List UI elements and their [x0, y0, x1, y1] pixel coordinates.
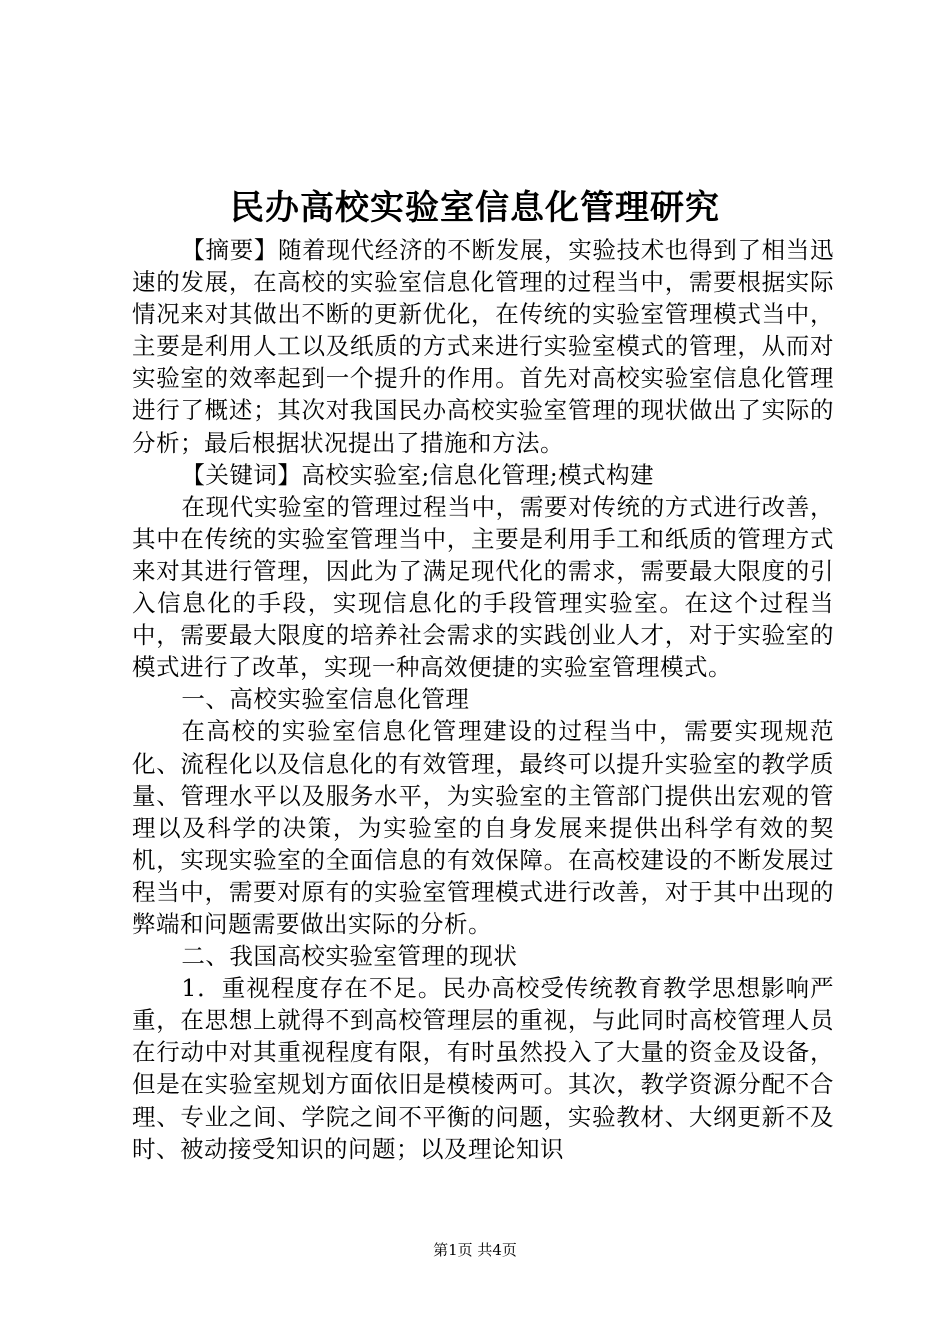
intro-paragraph: 在现代实验室的管理过程当中，需要对传统的方式进行改善，其中在传统的实验室管理当中，主要是利用手工和纸质的管理方式来对其进行管理，因此为了满足现代化的需求，需要最大限度的引入信息化的手段，实现信息化的手段管理实验室。在这个过程当中，需要最大限度的培养社会需求的实践创业人才，对于实验室的模式进行了改革，实现一种高效便捷的实验室管理模式。 [132, 492, 834, 682]
section-2-paragraph: 1．重视程度存在不足。民办高校受传统教育教学思想影响严重，在思想上就得不到高校管理层的重视，与此同时高校管理人员在行动中对其重视程度有限，有时虽然投入了大量的资金及设备，但是在实验室规划方面依旧是模棱两可。其次，教学资源分配不合理、专业之间、学院之间不平衡的问题，实验教材、大纲更新不及时、被动接受知识的问题；以及理论知识 [132, 974, 834, 1163]
document-title: 民办高校实验室信息化管理研究 [230, 188, 720, 228]
keywords-paragraph: 【关键词】高校实验室;信息化管理;模式构建 [181, 460, 655, 489]
section-heading-2: 二、我国高校实验室管理的现状 [181, 942, 518, 971]
document-body [132, 234, 834, 1165]
page-number-footer: 第1页 共4页 [433, 1241, 517, 1259]
section-heading-1: 一、高校实验室信息化管理 [181, 685, 470, 714]
section-1-paragraph: 在高校的实验室信息化管理建设的过程当中，需要实现规范化、流程化以及信息化的有效管理，最终可以提升实验室的教学质量、管理水平以及服务水平，为实验室的主管部门提供出宏观的管理以及科学的决策，为实验室的自身发展来提供出科学有效的契机，实现实验室的全面信息的有效保障。在高校建设的不断发展过程当中，需要对原有的实验室管理模式进行改善，对于其中出现的弊端和问题需要做出实际的分析。 [132, 717, 834, 938]
abstract-paragraph: 【摘要】随着现代经济的不断发展，实验技术也得到了相当迅速的发展，在高校的实验室信息化管理的过程当中，需要根据实际情况来对其做出不断的更新优化，在传统的实验室管理模式当中，主要是利用人工以及纸质的方式来进行实验室模式的管理，从而对实验室的效率起到一个提升的作用。首先对高校实验室信息化管理进行了概述；其次对我国民办高校实验室管理的现状做出了实际的分析；最后根据状况提出了措施和方法。 [132, 236, 834, 457]
